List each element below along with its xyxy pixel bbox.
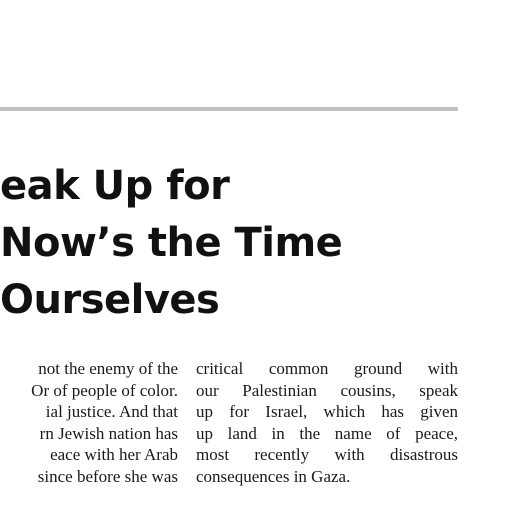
headline-line-2: Now’s the Time	[0, 220, 343, 266]
headline-line-3: Ourselves	[0, 277, 220, 323]
column-right-line: up for Israel, which has given	[196, 402, 458, 422]
column-left-line: not the enemy of the	[38, 359, 178, 378]
section-divider-rule	[0, 107, 458, 111]
article-column-right	[196, 358, 458, 488]
column-right-line: up land in the name of peace,	[196, 423, 458, 443]
column-right-line: most recently with disastrous	[196, 445, 458, 465]
column-left-line: eace with her Arab	[50, 445, 178, 465]
column-left-line: since before she was	[37, 466, 178, 486]
headline-line-1: eak Up for	[0, 163, 230, 209]
column-left-line: rn Jewish nation has	[39, 423, 178, 443]
column-left-line: ial justice. And that	[45, 402, 178, 422]
article-column-left	[0, 358, 178, 488]
column-left-line: Or of people of color.	[31, 380, 178, 400]
column-right-line: critical common ground with	[196, 359, 458, 378]
column-right-line: our Palestinian cousins, speak	[196, 380, 458, 400]
column-right-line: consequences in Gaza.	[196, 466, 351, 486]
